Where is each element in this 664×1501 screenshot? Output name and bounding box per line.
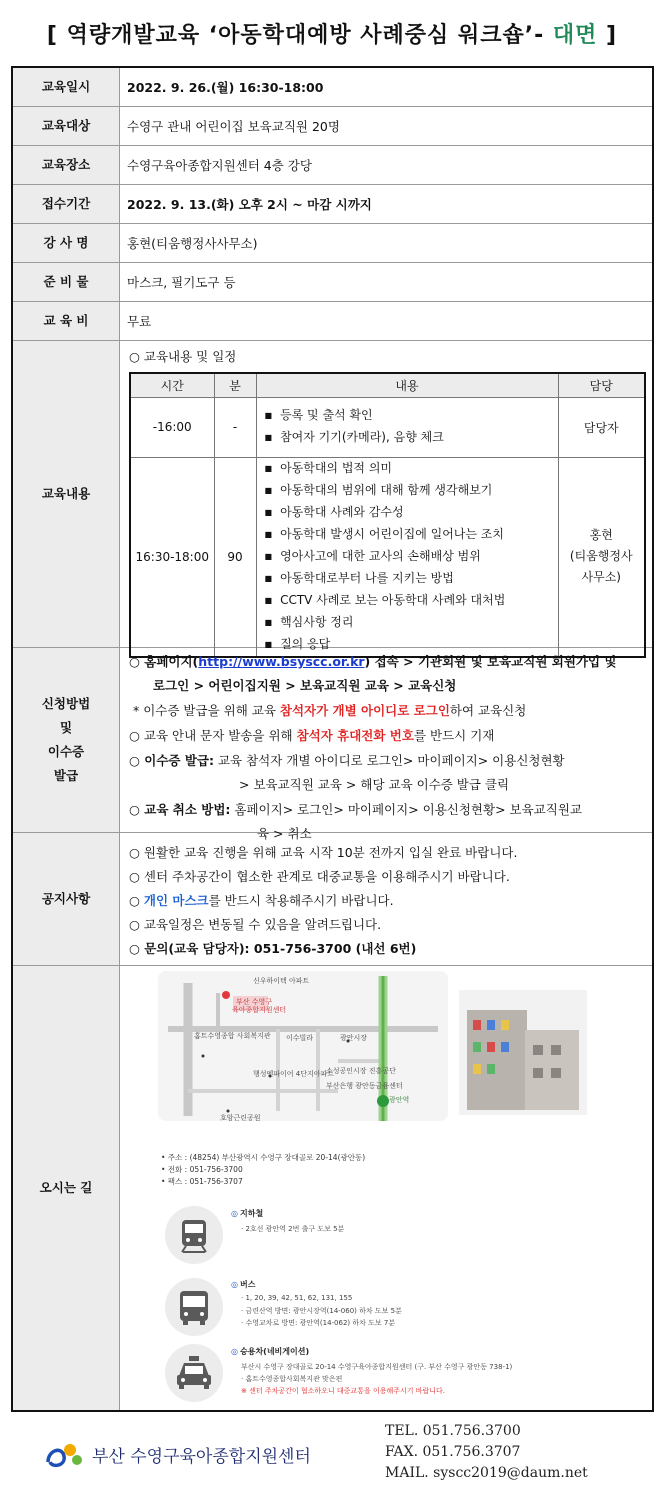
subway-icon <box>165 1206 223 1264</box>
schedule-header-row <box>130 373 645 397</box>
address-line: • 주소 : (48254) 부산광역시 수영구 장대골로 20-14(광안동) <box>161 1153 366 1162</box>
table-row <box>130 397 645 457</box>
row-date <box>13 68 652 107</box>
schedule-owner: 홍현 (티움행정사 사무소) <box>558 457 645 657</box>
car-text-2: · 홈트수영종합사회복지관 맞은편 <box>241 1375 343 1383</box>
map-label-welfare: 홈트수영종합 사회복지관 <box>194 1032 271 1040</box>
row-period <box>13 185 652 224</box>
footer-mail: MAIL. syscc2019@daum.net <box>385 1465 588 1481</box>
list-item: ■ 핵심사항 정리 <box>265 612 558 634</box>
bus-text-2: · 금련산역 방면: 광안시장역(14-060) 하차 도보 5분 <box>241 1307 402 1315</box>
subway-title: ◎ 지하철 <box>231 1209 264 1218</box>
list-item: ■ 질의 응답 <box>265 634 558 656</box>
schedule-owner: 담당자 <box>558 397 645 457</box>
list-item: ■ 영아사고에 대한 교사의 손해배상 범위 <box>265 546 558 568</box>
schedule-minutes: - <box>214 397 256 457</box>
row-value: 2022. 9. 13.(화) 오후 2시 ~ 마감 시까지 <box>127 197 372 212</box>
list-item: ■ 등록 및 출석 확인 <box>265 405 558 427</box>
list-item: ■ 아동학대의 법적 의미 <box>265 458 558 480</box>
content-heading: ○ 교육내용 및 일정 <box>129 349 237 364</box>
row-value: 수영구 관내 어린이집 보육교직원 20명 <box>127 119 340 134</box>
row-label: 교육장소 <box>13 146 120 184</box>
apply-line-6: > 보육교직원 교육 > 해당 교육 이수증 발급 클릭 <box>239 777 510 792</box>
map-label-busan: 부산은행 광안동금융센터 <box>326 1082 403 1090</box>
row-value: 마스크, 필기도구 등 <box>127 275 236 290</box>
apply-line-8: 육 > 취소 <box>257 826 312 841</box>
map-center-label-1: 부산 수영구 <box>236 998 273 1006</box>
location-map <box>158 971 448 1121</box>
schedule-header: 내용 <box>256 373 558 397</box>
car-text-3: ※ 센터 주차공간이 협소하오니 대중교통을 이용해주시기 바랍니다. <box>241 1387 446 1395</box>
list-item: ■ CCTV 사례로 보는 아동학대 사례와 대처법 <box>265 590 558 612</box>
page-title <box>0 18 664 49</box>
title-suffix: ] <box>597 23 618 48</box>
row-place <box>13 146 652 185</box>
apply-line-5: ○ 이수증 발급: 교육 참석자 개별 아이디로 로그인> 마이페이지> 이용신청현황 <box>129 753 565 768</box>
list-item: ■ 참여자 기기(카메라), 음향 체크 <box>265 427 558 449</box>
car-title: ◎ 승용차(네비게이션) <box>231 1347 310 1356</box>
row-materials <box>13 263 652 302</box>
info-table <box>11 66 654 1412</box>
schedule-header: 담당 <box>558 373 645 397</box>
row-value: 무료 <box>127 314 152 329</box>
footer-tel: TEL. 051.756.3700 <box>385 1423 521 1439</box>
bus-icon <box>165 1278 223 1336</box>
list-item: ■ 아동학대로부터 나를 지키는 방법 <box>265 568 558 590</box>
center-logo-icon <box>44 1440 84 1470</box>
phone-line: • 전화 : 051-756-3700 <box>161 1165 243 1174</box>
row-apply <box>13 648 652 841</box>
bus-text-3: · 수영교차로 방면: 광안역(14-062) 하차 도보 7분 <box>241 1319 396 1327</box>
row-target <box>13 107 652 146</box>
row-label: 강 사 명 <box>13 224 120 262</box>
row-notice <box>13 833 652 966</box>
row-label: 신청방법 및 이수증 발급 <box>13 648 120 832</box>
row-label: 오시는 길 <box>13 966 120 1410</box>
schedule-table <box>129 372 646 658</box>
map-label-mart: 행성엔파이어 4단지아파트 <box>253 1070 335 1078</box>
row-lecturer <box>13 224 652 263</box>
bus-title: ◎ 버스 <box>231 1280 256 1289</box>
apply-line-1: ○ 홈페이지(http://www.bsyscc.or.kr) 접속 > 기관회원 및 보육교직원 회원가입 및 <box>129 654 617 669</box>
schedule-items <box>256 457 558 657</box>
row-label: 접수기간 <box>13 185 120 223</box>
map-label-park: 호암근린공원 <box>220 1114 261 1122</box>
apply-line-4: ○ 교육 안내 문자 발송을 위해 참석자 휴대전화 번호를 반드시 기재 <box>129 728 495 743</box>
list-item: ■ 아동학대 사례와 감수성 <box>265 502 558 524</box>
notice-line-1: ○ 원활한 교육 진행을 위해 교육 시작 10분 전까지 입실 완료 바랍니다. <box>129 845 518 860</box>
notice-line-5: ○ 문의(교육 담당자): 051-756-3700 (내선 6번) <box>129 941 417 956</box>
row-label: 교육대상 <box>13 107 120 145</box>
footer-fax: FAX. 051.756.3707 <box>385 1444 521 1460</box>
title-accent: 대면 <box>552 23 598 48</box>
bus-text-1: · 1, 20, 39, 42, 51, 62, 131, 155 <box>241 1294 353 1302</box>
row-label: 교육내용 <box>13 341 120 647</box>
row-label: 준 비 물 <box>13 263 120 301</box>
schedule-items <box>256 397 558 457</box>
row-directions <box>13 966 652 1410</box>
subway-text: · 2호선 광안역 2번 출구 도보 5분 <box>241 1225 345 1233</box>
list-item: ■ 아동학대 발생시 어린이집에 일어나는 조치 <box>265 524 558 546</box>
notice-line-4: ○ 교육일정은 변동될 수 있음을 알려드립니다. <box>129 917 382 932</box>
map-label-apt: 신우하이텍 아파트 <box>253 977 310 985</box>
fax-line: • 팩스 : 051-756-3707 <box>161 1177 243 1186</box>
car-icon <box>165 1344 223 1402</box>
car-text-1: 부산시 수영구 장대골로 20-14 수영구육아종합지원센터 (구. 부산 수영구 광안동 738-1) <box>241 1363 513 1371</box>
footer-org-name: 부산 수영구육아종합지원센터 <box>92 1447 311 1467</box>
row-value: 홍현(티움행정사사무소) <box>127 236 258 251</box>
homepage-link[interactable]: http://www.bsyscc.or.kr <box>198 654 365 669</box>
row-label: 공지사항 <box>13 833 120 965</box>
schedule-minutes: 90 <box>214 457 256 657</box>
schedule-time: -16:00 <box>130 397 214 457</box>
schedule-header: 분 <box>214 373 256 397</box>
map-label-subway: 광안역 <box>389 1096 410 1104</box>
map-center-label-2: 육아종합지원센터 <box>232 1006 287 1014</box>
apply-line-2: 로그인 > 어린이집지원 > 보육교직원 교육 > 교육신청 <box>153 678 457 693</box>
schedule-time: 16:30-18:00 <box>130 457 214 657</box>
table-row <box>130 457 645 657</box>
building-photo <box>459 990 587 1115</box>
notice-line-3: ○ 개인 마스크를 반드시 착용해주시기 바랍니다. <box>129 893 394 908</box>
title-prefix: [ 역량개발교육 ‘아동학대예방 사례중심 워크숍’- <box>46 23 553 48</box>
row-fee <box>13 302 652 341</box>
row-value: 2022. 9. 26.(월) 16:30-18:00 <box>127 80 324 95</box>
map-label-market: 이수빌라 <box>286 1034 314 1042</box>
row-label: 교 육 비 <box>13 302 120 340</box>
list-item: ■ 아동학대의 범위에 대해 함께 생각해보기 <box>265 480 558 502</box>
map-label-gwangan: 광안시장 <box>340 1034 368 1042</box>
apply-line-3: * 이수증 발급을 위해 교육 참석자가 개별 아이디로 로그인하여 교육신청 <box>133 703 527 718</box>
row-content <box>13 341 652 651</box>
map-label-bank: 소성공인시장 진흥공단 <box>326 1067 396 1075</box>
row-label: 교육일시 <box>13 68 120 106</box>
row-value: 수영구육아종합지원센터 4층 강당 <box>127 158 312 173</box>
apply-line-7: ○ 교육 취소 방법: 홈페이지> 로그인> 마이페이지> 이용신청현황> 보육교직원교 <box>129 802 582 817</box>
notice-line-2: ○ 센터 주차공간이 협소한 관계로 대중교통을 이용해주시기 바랍니다. <box>129 869 510 884</box>
schedule-header: 시간 <box>130 373 214 397</box>
